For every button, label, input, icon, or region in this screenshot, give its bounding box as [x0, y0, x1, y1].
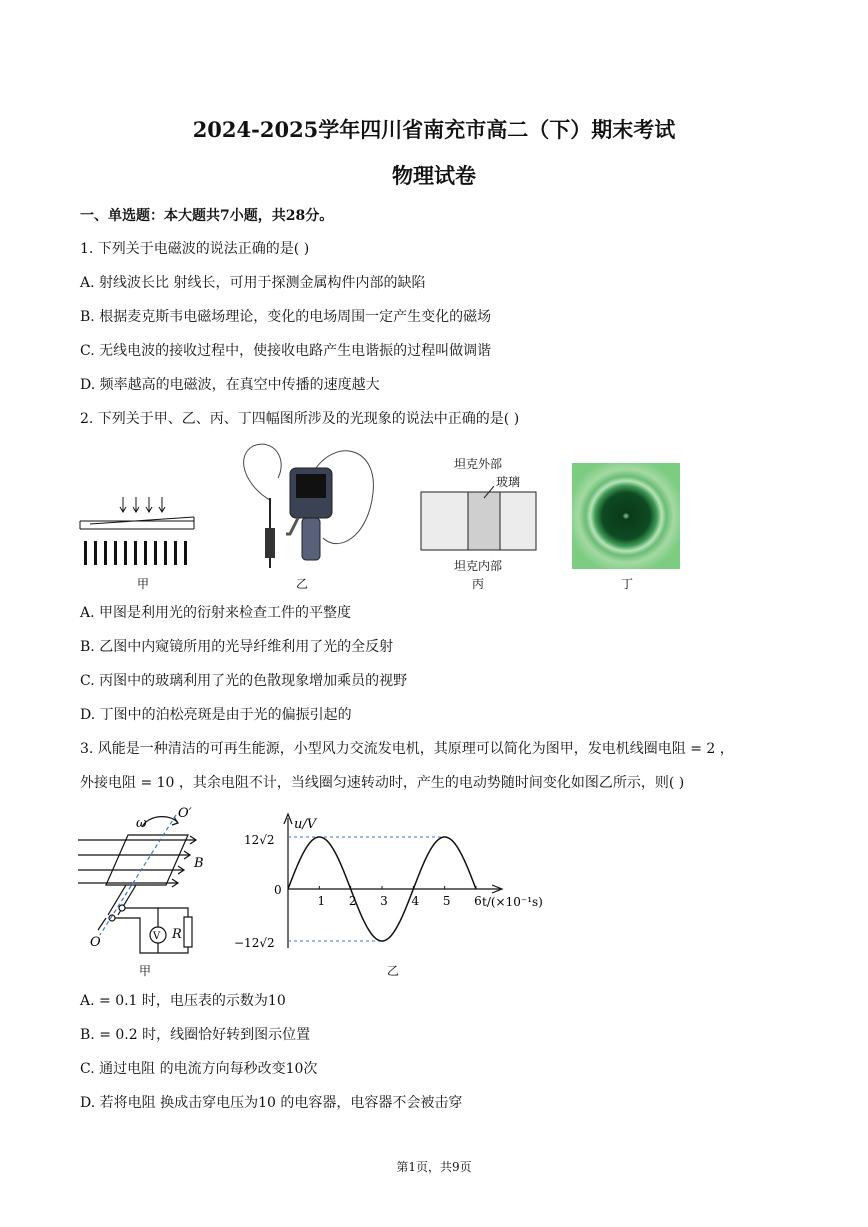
- q2-tank-outside-label: 坦克外部: [453, 457, 502, 471]
- q3-o-bottom-label: O: [90, 935, 101, 950]
- q3-stem-line2: 外接电阻 = 10 ，其余电阻不计，当线圈匀速转动时，产生的电动势随时间变化如图乙所示，则( ): [80, 775, 685, 791]
- q3-option-b: B. = 0.2 时，线圈恰好转到图示位置: [80, 1027, 311, 1043]
- section-heading: 一、单选题：本大题共7小题，共28分。: [80, 208, 334, 224]
- q3-b-label: B: [194, 856, 204, 871]
- q2-stem: 2. 下列关于甲、乙、丙、丁四幅图所涉及的光现象的说法中正确的是( ): [80, 411, 520, 427]
- q3-voltmeter-label: V: [153, 931, 161, 942]
- q2-glass-label: 玻璃: [495, 475, 520, 489]
- page-footer: 第1页，共9页: [396, 1160, 472, 1174]
- chart-x-tick-label: 3: [380, 894, 388, 908]
- chart-ylabel: u/V: [294, 817, 317, 832]
- q2-option-a: A. 甲图是利用光的衍射来检查工件的平整度: [80, 605, 352, 621]
- chart-x-tick-label: 2: [348, 894, 357, 908]
- q3-omega-label: ω: [136, 816, 147, 831]
- q3-o-top-label: O′: [178, 806, 192, 821]
- q2-option-d: D. 丁图中的泊松亮斑是由于光的偏振引起的: [80, 707, 352, 723]
- q1-option-d: D. 频率越高的电磁波，在真空中传播的速度越大: [80, 377, 380, 393]
- q1-stem: 1. 下列关于电磁波的说法正确的是( ): [80, 241, 310, 257]
- chart-ymax-label: 12√2: [244, 833, 275, 847]
- q2-fig-yi: [228, 438, 378, 573]
- q2-fig-ding: [572, 463, 680, 569]
- chart-xlabel: t/(×10⁻¹s): [482, 895, 543, 909]
- q3-option-c: C. 通过电阻 的电流方向每秒改变10次: [80, 1061, 318, 1077]
- q3-fig-generator: [78, 805, 213, 965]
- chart-x-tick-label: 1: [317, 894, 326, 908]
- q2-tank-inside-label: 坦克内部: [453, 559, 502, 573]
- q2-caption-yi: 乙: [295, 577, 308, 591]
- chart-zero-label: 0: [274, 883, 282, 897]
- q1-option-a: A. 射线波长比 射线长，可用于探测金属构件内部的缺陷: [80, 275, 426, 291]
- q3-stem-line1: 3. 风能是一种清洁的可再生能源，小型风力交流发电机，其原理可以简化为图甲，发电机线圈电阻 = 2 ，: [80, 741, 734, 757]
- q2-caption-ding: 丁: [620, 577, 633, 591]
- q3-option-a: A. = 0.1 时，电压表的示数为10: [80, 993, 286, 1009]
- q2-fig-bing: [420, 486, 538, 556]
- q3-voltage-chart: [228, 808, 550, 958]
- q1-option-b: B. 根据麦克斯韦电磁场理论，变化的电场周围一定产生变化的磁场: [80, 309, 492, 325]
- q2-caption-bing: 丙: [471, 577, 484, 591]
- chart-ymin-label: −12√2: [234, 936, 275, 950]
- exam-subtitle: 物理试卷: [392, 163, 476, 188]
- chart-x-tick-label: 6: [474, 894, 482, 908]
- chart-x-tick-label: 5: [442, 894, 451, 908]
- q3-caption-yi: 乙: [386, 964, 399, 978]
- q3-resistor-label: R: [172, 927, 182, 942]
- q2-fig-jia: [78, 495, 198, 570]
- q1-option-c: C. 无线电波的接收过程中，使接收电路产生电谐振的过程叫做调谐: [80, 343, 492, 359]
- q2-option-b: B. 乙图中内窥镜所用的光导纤维利用了光的全反射: [80, 639, 394, 655]
- q3-option-d: D. 若将电阻 换成击穿电压为10 的电容器，电容器不会被击穿: [80, 1095, 463, 1111]
- chart-x-tick-label: 4: [411, 894, 420, 908]
- q3-caption-jia: 甲: [138, 964, 151, 978]
- q2-caption-jia: 甲: [136, 577, 149, 591]
- exam-title: 2024-2025学年四川省南充市高二（下）期末考试: [192, 117, 676, 142]
- q2-option-c: C. 丙图中的玻璃利用了光的色散现象增加乘员的视野: [80, 673, 408, 689]
